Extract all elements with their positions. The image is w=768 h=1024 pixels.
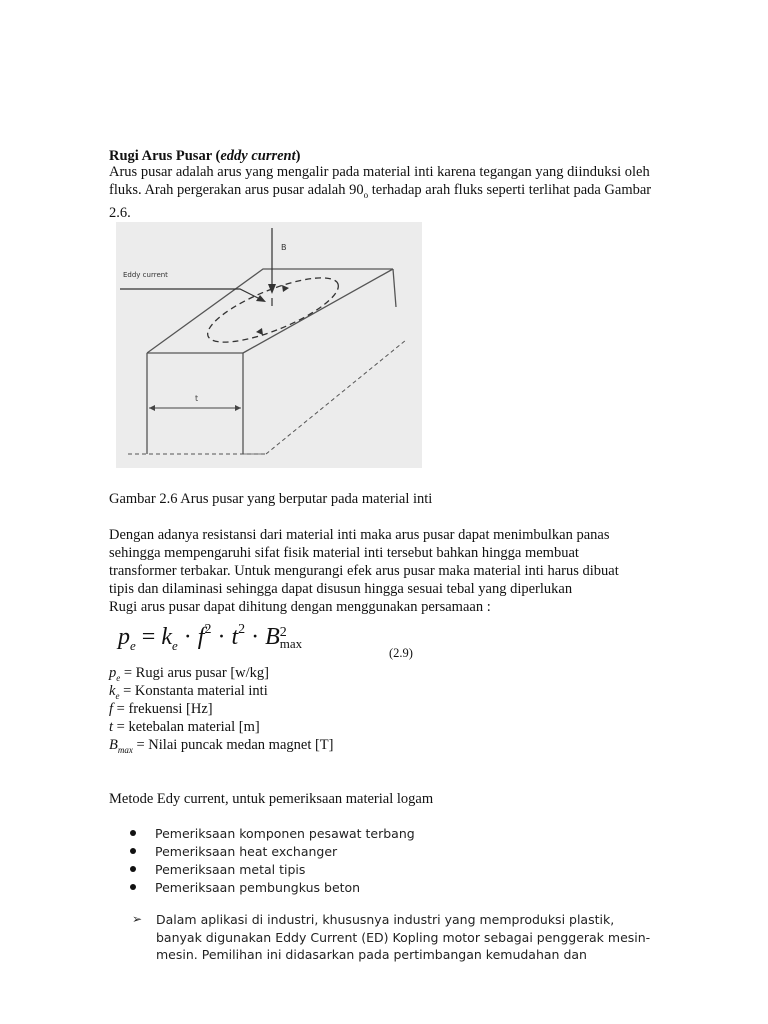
bullet-icon	[130, 866, 136, 872]
text-line: banyak digunakan Eddy Current (ED) Kopling motor sebagai penggerak mesin-	[156, 929, 651, 945]
figure-caption: Gambar 2.6 Arus pusar yang berputar pada material inti	[109, 491, 433, 507]
text-line: Dalam aplikasi di industri, khususnya industri yang memproduksi plastik,	[156, 912, 615, 927]
list-item: Pemeriksaan metal tipis	[130, 860, 415, 878]
eddy-loss-formula: $p_e = k_e \cdot f^2 \cdot t^2 \cdot B$ 2 max	[118, 622, 303, 653]
core-block-diagram	[116, 222, 422, 468]
arrow-list-item	[132, 911, 672, 964]
bullet-icon	[130, 884, 136, 890]
bullet-icon	[130, 830, 136, 836]
text-line: Dengan adanya resistansi dari material inti maka arus pusar dapat menimbulkan panas	[109, 527, 610, 543]
text-line: tipis dan dilaminasi sehingga dapat disusun hingga sesuai tebal yang diperlukan	[109, 581, 573, 597]
list-item: Pemeriksaan komponen pesawat terbang	[130, 824, 415, 842]
metode-heading: Metode Edy current, untuk pemeriksaan material logam	[109, 791, 434, 807]
variable-item: f = frekuensi [Hz]	[109, 701, 213, 717]
arrow-bullet-icon: ➢	[132, 912, 143, 926]
variable-item: $k_e$ = Konstanta material inti	[109, 683, 268, 701]
eddy-current-figure	[116, 222, 422, 468]
variable-item: t = ketebalan material [m]	[109, 719, 260, 735]
text-line: Rugi arus pusar dapat dihitung dengan menggunakan persamaan :	[109, 599, 491, 615]
intro-paragraph: Arus pusar adalah arus yang mengalir pada material inti karena tegangan yang diinduksi oleh fluks. Arah pergerakan arus pusar adalah $90_o$ terhadap arah fluks seperti terlihat pada Gambar 2.6.	[109, 164, 652, 221]
list-item: Pemeriksaan heat exchanger	[130, 842, 415, 860]
bullet-list	[130, 824, 415, 896]
section-heading: Rugi Arus Pusar (eddy current)	[109, 148, 301, 164]
text-line: mesin. Pemilihan ini didasarkan pada pertimbangan kemudahan dan	[156, 947, 587, 962]
body-paragraph	[109, 526, 669, 616]
text-line: sehingga mempengaruhi sifat fisik material inti tersebut bahkan hingga membuat	[109, 545, 579, 561]
variable-definitions	[109, 664, 334, 754]
text-line: transformer terbakar. Untuk mengurangi efek arus pusar maka material inti harus dibuat	[109, 563, 619, 579]
label-b: B	[281, 243, 287, 252]
bullet-icon	[130, 848, 136, 854]
label-eddy-current: Eddy current	[123, 271, 168, 279]
variable-item: $p_e$ = Rugi arus pusar [w/kg]	[109, 665, 269, 683]
variable-item: $B_{max}$ = Nilai puncak medan magnet [T]	[109, 737, 334, 755]
list-item: Pemeriksaan pembungkus beton	[130, 878, 415, 896]
equation-number: (2.9)	[389, 646, 413, 660]
label-t: t	[195, 394, 199, 403]
